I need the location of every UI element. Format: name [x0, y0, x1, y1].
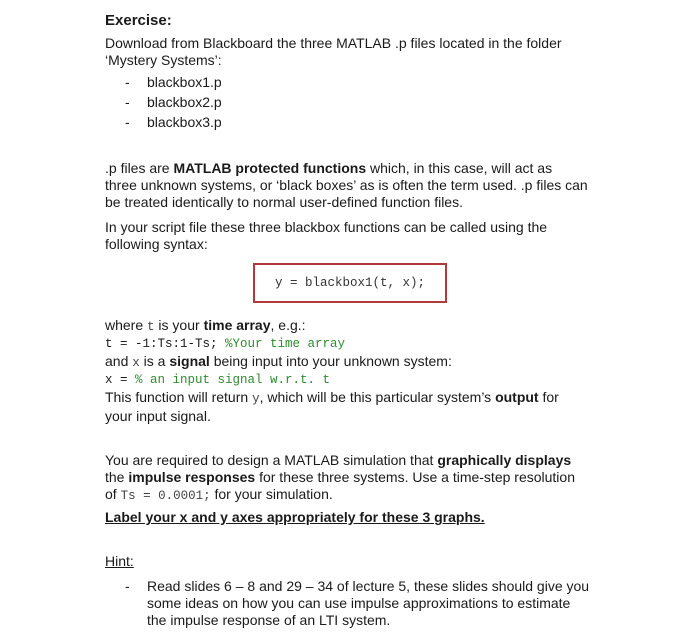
where-line-1: where t is your time array, e.g.:	[105, 317, 306, 334]
syntax-code: y = blackbox1(t, x);	[274, 276, 426, 290]
script-line-1: In your script file these three blackbox functions can be called using the	[105, 219, 548, 235]
intro-line-2: ‘Mystery Systems’:	[105, 52, 222, 68]
pfiles-paragraph	[105, 160, 605, 211]
exercise-document	[105, 12, 605, 629]
syntax-code-box	[253, 263, 447, 303]
where-line-2: and x is a signal being input into your unknown system:	[105, 353, 452, 370]
intro-line-1: Download from Blackboard the three MATLAB .p files located in the folder	[105, 35, 562, 51]
design-line-1: You are required to design a MATLAB simulation that graphically displays	[105, 452, 572, 468]
design-paragraph	[105, 452, 605, 526]
input-signal-code: x = % an input signal w.r.t. t	[105, 373, 331, 387]
protected-functions-term: MATLAB protected functions	[173, 160, 367, 176]
where-paragraph	[105, 317, 605, 425]
hint-title: Hint:	[105, 553, 134, 569]
script-paragraph	[105, 219, 605, 253]
pfiles-line-3: be treated identically to normal user-defined function files.	[105, 194, 463, 210]
where-line-3: This function will return y, which will be this particular system’s output for	[105, 389, 559, 406]
design-line-2: the impulse responses for these three systems. Use a time-step resolution	[105, 469, 575, 485]
script-line-2: following syntax:	[105, 236, 208, 252]
list-item: - blackbox3.p	[125, 112, 605, 132]
pfiles-line-2: three unknown systems, or ‘black boxes’ as is often the term used. .p files can	[105, 177, 588, 193]
where-line-4: your input signal.	[105, 408, 211, 424]
exercise-heading: Exercise:	[105, 12, 172, 29]
label-instruction: Label your x and y axes appropriately for these 3 graphs.	[105, 509, 485, 525]
hint-list	[125, 578, 605, 629]
list-item: - blackbox2.p	[125, 92, 605, 112]
list-item: - blackbox1.p	[125, 72, 605, 92]
list-item: - Read slides 6 – 8 and 29 – 34 of lecture 5, these slides should give you some ideas on how you can use impulse approximations to estimate the impulse response of an LTI system.	[125, 578, 605, 629]
pfiles-line-1: .p files are MATLAB protected functions which, in this case, will act as	[105, 160, 553, 176]
design-line-3: of Ts = 0.0001; for your simulation.	[105, 486, 333, 503]
time-array-code: t = -1:Ts:1-Ts; %Your time array	[105, 337, 346, 351]
file-list	[125, 72, 605, 132]
